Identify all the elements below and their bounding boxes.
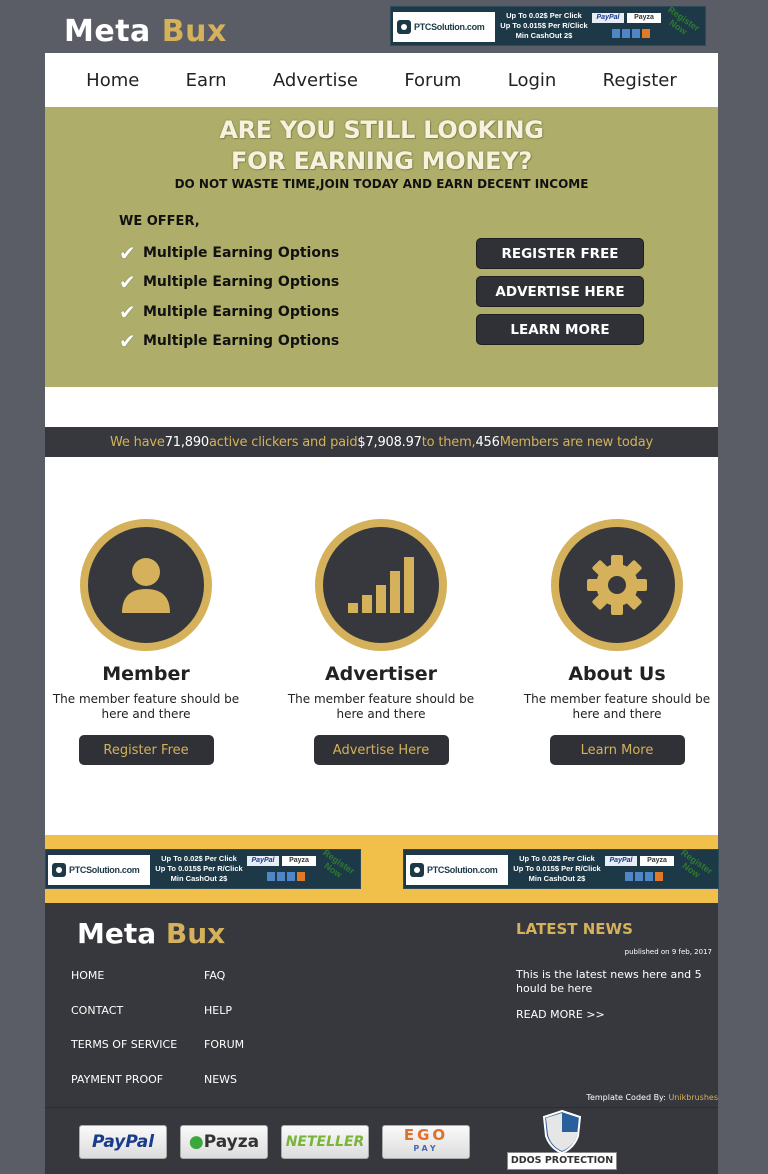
- register-now-badge: Register Now: [679, 847, 715, 880]
- footer-link-terms[interactable]: TERMS OF SERVICE: [71, 1038, 178, 1051]
- credit-link[interactable]: Unikbrushes: [668, 1093, 718, 1102]
- feature-learn-more-button[interactable]: Learn More: [550, 735, 685, 765]
- offer-item: ✔ Multiple Earning Options: [119, 270, 340, 295]
- feature-advertiser: [281, 519, 481, 765]
- footer-link-contact[interactable]: CONTACT: [71, 1003, 124, 1017]
- features-section: [45, 457, 718, 835]
- payza-icon: Payza: [627, 13, 661, 23]
- banner-text: Up To 0.02$ Per Click Up To 0.015$ Per R/Click Min CashOut 2$: [513, 854, 601, 883]
- ptc-logo-icon: [52, 863, 66, 877]
- register-now-badge: Register Now: [321, 847, 357, 880]
- payment-methods: [45, 1107, 718, 1174]
- ptc-logo-icon: [397, 20, 411, 34]
- logo-word-meta: Meta: [64, 14, 151, 49]
- hero-headline: ARE YOU STILL LOOKING FOR EARNING MONEY?: [219, 116, 544, 175]
- footer-link-faq[interactable]: FAQ: [204, 969, 226, 982]
- payment-icons: [612, 29, 652, 39]
- ptc-logo-icon: [410, 863, 424, 877]
- footer-links: [71, 969, 284, 1087]
- feature-text: The member feature should be here and there: [523, 692, 711, 721]
- learn-more-button[interactable]: LEARN MORE: [476, 314, 644, 345]
- banner-logo: PTCSolution.com: [393, 12, 495, 42]
- banner-text: Up To 0.02$ Per Click Up To 0.015$ Per R/Click Min CashOut 2$: [500, 11, 588, 40]
- nav-register[interactable]: Register: [602, 69, 677, 91]
- feature-title: About Us: [568, 663, 666, 685]
- footer: [45, 903, 718, 1107]
- new-members-count: 456: [475, 434, 500, 450]
- paypal-logo: PayPal: [79, 1125, 167, 1159]
- stats-bar: We have 71,890 active clickers and paid $7,908.97 to them, 456 Members are new today: [45, 427, 718, 457]
- nav-login[interactable]: Login: [507, 69, 557, 91]
- banner-ad-right[interactable]: [403, 849, 719, 889]
- read-more-link[interactable]: READ MORE >>: [516, 1008, 605, 1021]
- footer-link-news[interactable]: NEWS: [204, 1072, 238, 1086]
- feature-title: Advertiser: [324, 663, 438, 685]
- template-credit: Template Coded By: Unikbrushes: [586, 1093, 718, 1102]
- banner-logo: PTCSolution.com: [406, 855, 508, 885]
- site-logo[interactable]: [64, 14, 227, 49]
- offer-item: ✔ Multiple Earning Options: [119, 299, 340, 324]
- footer-logo[interactable]: Meta Bux: [77, 917, 226, 950]
- latest-news: [516, 920, 712, 1021]
- payza-p-icon: ●: [188, 1132, 204, 1152]
- banner-logo: PTCSolution.com: [48, 855, 150, 885]
- offer-item: ✔ Multiple Earning Options: [119, 329, 340, 354]
- shield-icon: [542, 1110, 582, 1154]
- footer-link-forum[interactable]: FORUM: [204, 1038, 245, 1051]
- active-clickers-count: 71,890: [164, 434, 210, 450]
- ad-strip: [45, 835, 718, 903]
- feature-about-us: [517, 519, 717, 765]
- feature-text: The member feature should be here and there: [287, 692, 475, 721]
- total-paid-amount: $7,908.97: [357, 434, 422, 450]
- paypal-icon: PayPal: [247, 856, 279, 866]
- feature-member: [46, 519, 246, 765]
- payment-icons: [267, 872, 307, 882]
- news-text: This is the latest news here and 5 hould be here: [516, 968, 702, 995]
- nav-forum[interactable]: Forum: [404, 69, 462, 91]
- advertise-here-button[interactable]: ADVERTISE HERE: [476, 276, 644, 307]
- offer-title: WE OFFER,: [119, 214, 200, 229]
- paypal-icon: PayPal: [592, 13, 624, 23]
- offer-list: [119, 238, 339, 356]
- gear-icon: [551, 519, 683, 651]
- hero-buttons: [476, 238, 644, 345]
- nav-home[interactable]: Home: [86, 69, 140, 91]
- feature-register-free-button[interactable]: Register Free: [79, 735, 214, 765]
- payment-icons: [625, 872, 665, 882]
- signal-bars-icon: [315, 519, 447, 651]
- main-nav: [45, 53, 718, 107]
- footer-link-payment-proof[interactable]: PAYMENT PROOF: [71, 1072, 164, 1086]
- news-date: published on 9 feb, 2017: [624, 948, 712, 956]
- feature-text: The member feature should be here and there: [52, 692, 240, 721]
- white-spacer: [45, 387, 718, 427]
- checkmark-icon: ✔: [119, 329, 136, 354]
- payza-icon: Payza: [640, 856, 674, 866]
- user-icon: [80, 519, 212, 651]
- news-title: LATEST NEWS: [516, 920, 633, 938]
- nav-advertise[interactable]: Advertise: [272, 69, 358, 91]
- register-free-button[interactable]: REGISTER FREE: [476, 238, 644, 269]
- register-now-badge: Register Now: [666, 4, 702, 37]
- footer-link-help[interactable]: HELP: [204, 1003, 232, 1017]
- feature-title: Member: [102, 663, 190, 685]
- neteller-logo: NETELLER: [281, 1125, 369, 1159]
- egopay-logo: EGO PAY: [382, 1125, 470, 1159]
- banner-ad-left[interactable]: [45, 849, 361, 889]
- checkmark-icon: ✔: [119, 270, 136, 295]
- hero-section: [45, 107, 718, 387]
- feature-advertise-here-button[interactable]: Advertise Here: [314, 735, 449, 765]
- logo-word-bux: Bux: [161, 14, 227, 49]
- checkmark-icon: ✔: [119, 240, 136, 265]
- footer-link-home[interactable]: HOME: [71, 969, 105, 982]
- checkmark-icon: ✔: [119, 299, 136, 324]
- payza-logo: ● Payza: [180, 1125, 268, 1159]
- nav-earn[interactable]: Earn: [185, 69, 227, 91]
- paypal-icon: PayPal: [605, 856, 637, 866]
- hero-subhead: DO NOT WASTE TIME,JOIN TODAY AND EARN DECENT INCOME: [174, 177, 589, 191]
- payza-icon: Payza: [282, 856, 316, 866]
- ddos-protection-badge: DDOS PROTECTION: [507, 1110, 617, 1170]
- top-banner-ad[interactable]: [390, 6, 706, 46]
- offer-item: ✔ Multiple Earning Options: [119, 240, 340, 265]
- banner-text: Up To 0.02$ Per Click Up To 0.015$ Per R/Click Min CashOut 2$: [155, 854, 243, 883]
